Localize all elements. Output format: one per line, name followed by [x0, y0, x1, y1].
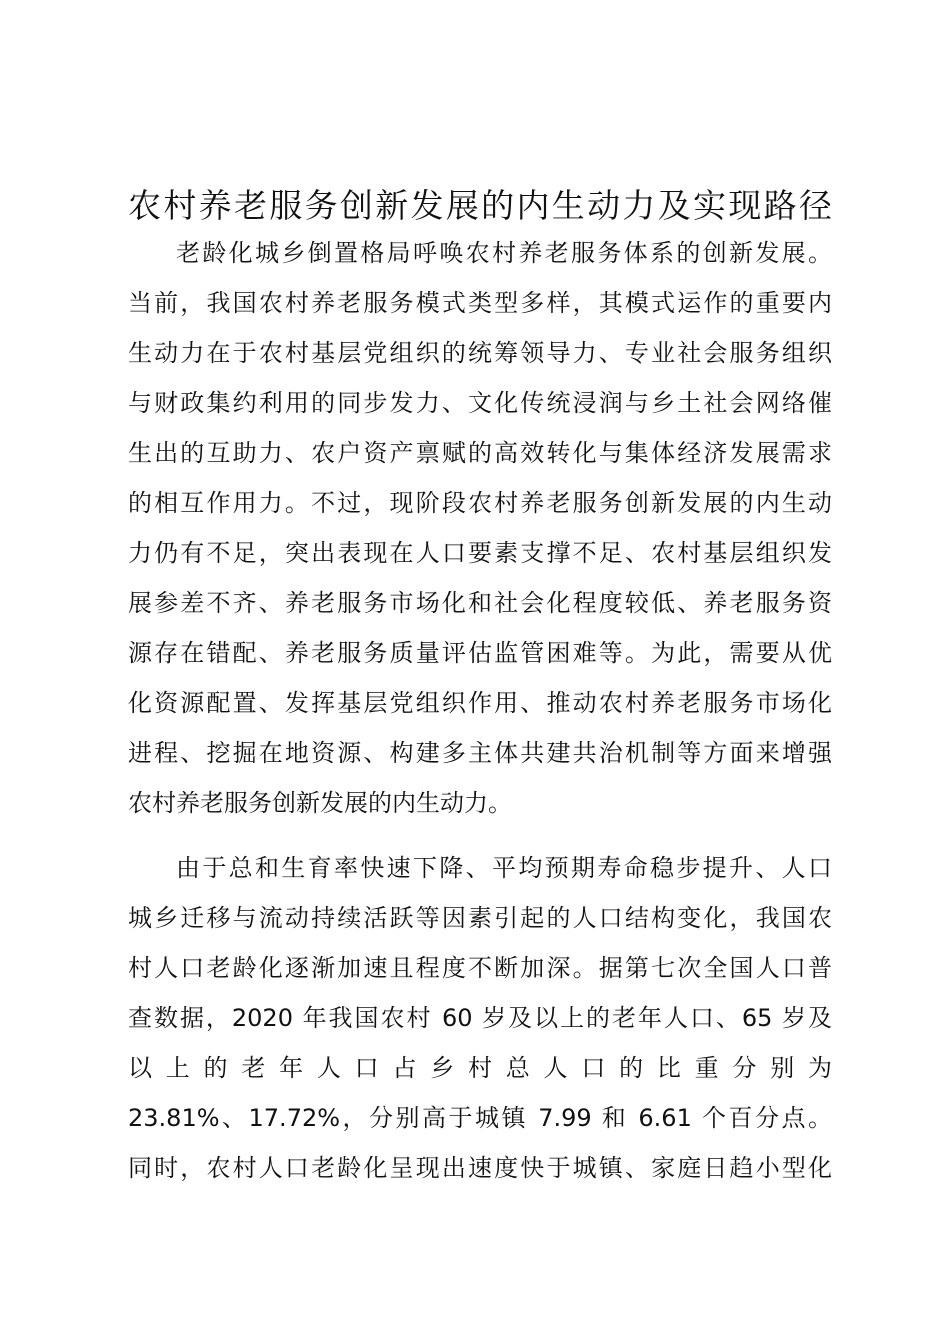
text-line: 农村养老服务创新发展的内生动力。	[128, 789, 512, 817]
text-line: 源存在错配、养老服务质量评估监管困难等。为此，需要从优	[128, 639, 832, 667]
text-line: 生动力在于农村基层党组织的统筹领导力、专业社会服务组织	[128, 339, 832, 367]
text-line: 城乡迁移与流动持续活跃等因素引起的人口结构变化，我国农	[128, 904, 832, 932]
document-body	[128, 228, 832, 1193]
text-line: 进程、挖掘在地资源、构建多主体共建共治机制等方面来增强	[128, 739, 832, 767]
text-line: 展参差不齐、养老服务市场化和社会化程度较低、养老服务资	[128, 589, 832, 617]
text-line: 与财政集约利用的同步发力、文化传统浸润与乡土社会网络催	[128, 389, 832, 417]
text-line: 查数据，2020 年我国农村 60 岁及以上的老年人口、65 岁及	[128, 1004, 832, 1032]
text-line: 村人口老龄化逐渐加速且程度不断加深。据第七次全国人口普	[128, 954, 832, 982]
text-line: 以 上 的 老 年 人 口 占 乡 村 总 人 口 的 比 重 分 别 为	[128, 1054, 832, 1082]
text-line: 由于总和生育率快速下降、平均预期寿命稳步提升、人口	[176, 854, 832, 882]
text-line: 老龄化城乡倒置格局呼唤农村养老服务体系的创新发展。	[176, 239, 832, 267]
document-title: 农村养老服务创新发展的内生动力及实现路径	[128, 186, 832, 225]
paragraph-2	[128, 843, 832, 1193]
text-line: 的相互作用力。不过，现阶段农村养老服务创新发展的内生动	[128, 489, 832, 517]
text-line: 23.81%、17.72%，分别高于城镇 7.99 和 6.61 个百分点。	[128, 1104, 832, 1132]
paragraph-1	[128, 228, 832, 828]
text-line: 化资源配置、发挥基层党组织作用、推动农村养老服务市场化	[128, 689, 832, 717]
paragraph-gap	[128, 828, 832, 843]
text-line: 生出的互助力、农户资产禀赋的高效转化与集体经济发展需求	[128, 439, 832, 467]
text-line: 当前，我国农村养老服务模式类型多样，其模式运作的重要内	[128, 289, 832, 317]
text-line: 同时，农村人口老龄化呈现出速度快于城镇、家庭日趋小型化	[128, 1154, 832, 1182]
text-line: 力仍有不足，突出表现在人口要素支撑不足、农村基层组织发	[128, 539, 832, 567]
